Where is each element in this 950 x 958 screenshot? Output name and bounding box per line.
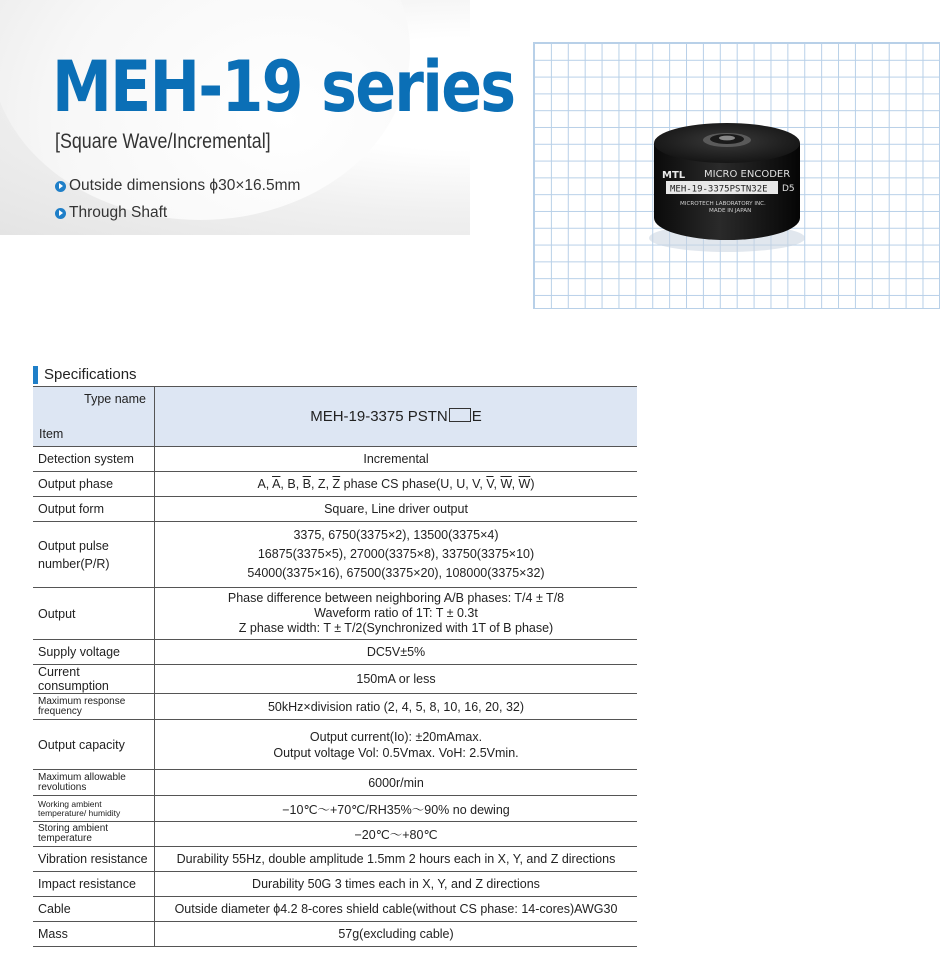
value-line: Z phase width: T ± T/2(Synchronized with 1T of B phase)	[238, 621, 554, 635]
row-label: Current consumption	[33, 665, 155, 694]
row-value: A, $\overline{A}$, B, $\overline{B}$, Z, $\overline{Z}$ phase CS phase(U, U, V, $\overline{V}$, $\overline{W}$, $\overline{W}$)	[155, 472, 638, 497]
brand-logo: MTL	[662, 170, 686, 181]
table-row	[33, 720, 637, 770]
row-label: Working ambient temperature/ humidity	[33, 796, 155, 822]
row-value: Incremental	[155, 447, 638, 472]
value-line: 16875(3375×5), 27000(3375×8), 33750(3375×10)	[257, 547, 535, 561]
row-label: Output capacity	[33, 720, 155, 770]
value-line: Output voltage Vol: 0.5Vmax. VoH: 2.5Vmin.	[273, 745, 519, 760]
label-text: MICROTECH LABORATORY INC.	[680, 201, 766, 207]
table-row	[33, 922, 637, 947]
row-label: Detection system	[33, 447, 155, 472]
label-text: MEH-19-3375PSTN32E	[670, 184, 768, 195]
row-value: Outside diameter ϕ4.2 8-cores shield cable(without CS phase: 14-cores)AWG30	[155, 897, 638, 922]
feature-item	[55, 204, 167, 222]
model-name	[155, 387, 638, 447]
row-value: DC5V±5%	[155, 640, 638, 665]
header-cell	[33, 387, 155, 447]
table-row	[33, 796, 637, 822]
row-value: Durability 55Hz, double amplitude 1.5mm 2 hours each in X, Y, and Z directions	[155, 847, 638, 872]
row-label: Maximum response frequency	[33, 694, 155, 720]
row-label: Vibration resistance	[33, 847, 155, 872]
arrow-bullet-icon	[55, 208, 66, 219]
row-label: Output	[33, 588, 155, 640]
page-subtitle: [Square Wave/Incremental]	[55, 130, 271, 153]
feature-text: Through Shaft	[69, 204, 168, 221]
table-row	[33, 822, 637, 847]
page-title: MEH-19 series	[52, 46, 515, 128]
row-label: Maximum allowable revolutions	[33, 770, 155, 796]
feature-text: Outside dimensions ϕ30×16.5mm	[69, 177, 301, 194]
table-row	[33, 472, 637, 497]
value-line: Waveform ratio of 1T: T ± 0.3t	[314, 606, 478, 620]
value-line: 3375, 6750(3375×2), 13500(3375×4)	[293, 528, 499, 542]
label-text: MADE IN JAPAN	[709, 208, 752, 214]
model-suffix: E	[471, 408, 482, 425]
row-label: Mass	[33, 922, 155, 947]
type-name-label: Type name	[84, 392, 146, 406]
row-label: Storing ambient temperature	[33, 822, 155, 847]
row-value	[155, 522, 638, 588]
row-label: Supply voltage	[33, 640, 155, 665]
row-value: 57g(excluding cable)	[155, 922, 638, 947]
table-row	[33, 770, 637, 796]
row-label: Impact resistance	[33, 872, 155, 897]
arrow-bullet-icon	[55, 181, 66, 192]
value-line: Output current(Io): ±20mAmax.	[309, 729, 483, 744]
table-row	[33, 497, 637, 522]
feature-item	[55, 177, 300, 195]
row-value: Durability 50G 3 times each in X, Y, and Z directions	[155, 872, 638, 897]
label-text: D5	[782, 184, 795, 194]
value-line: 54000(3375×16), 67500(3375×20), 108000(3375×32)	[247, 566, 545, 580]
row-value: 150mA or less	[155, 665, 638, 694]
table-row	[33, 522, 637, 588]
row-value: −20℃〜+80℃	[155, 822, 638, 847]
row-label: Output phase	[33, 472, 155, 497]
table-row	[33, 665, 637, 694]
row-value: Square, Line driver output	[155, 497, 638, 522]
row-value	[155, 720, 638, 770]
label-text: MICRO ENCODER	[704, 169, 791, 180]
row-value: 50kHz×division ratio (2, 4, 5, 8, 10, 16, 20, 32)	[155, 694, 638, 720]
specifications-table	[33, 386, 637, 947]
table-row	[33, 897, 637, 922]
value-line: Phase difference between neighboring A/B phases: T/4 ± T/8	[227, 591, 565, 605]
model-placeholder-box	[449, 408, 471, 422]
table-row	[33, 847, 637, 872]
row-value: −10℃〜+70℃/RH35%〜90% no dewing	[155, 796, 638, 822]
row-value: 6000r/min	[155, 770, 638, 796]
item-label: Item	[39, 427, 64, 441]
model-prefix: MEH-19-3375 PSTN	[310, 408, 448, 425]
row-label: Output pulse number(P/R)	[33, 522, 155, 588]
table-row	[33, 694, 637, 720]
row-value	[155, 588, 638, 640]
table-row	[33, 588, 637, 640]
product-photo	[533, 42, 940, 309]
row-label: Cable	[33, 897, 155, 922]
row-label: Output form	[33, 497, 155, 522]
table-header-row	[33, 387, 637, 447]
table-row	[33, 447, 637, 472]
table-row	[33, 872, 637, 897]
section-heading: Specifications	[33, 366, 137, 384]
table-row	[33, 640, 637, 665]
